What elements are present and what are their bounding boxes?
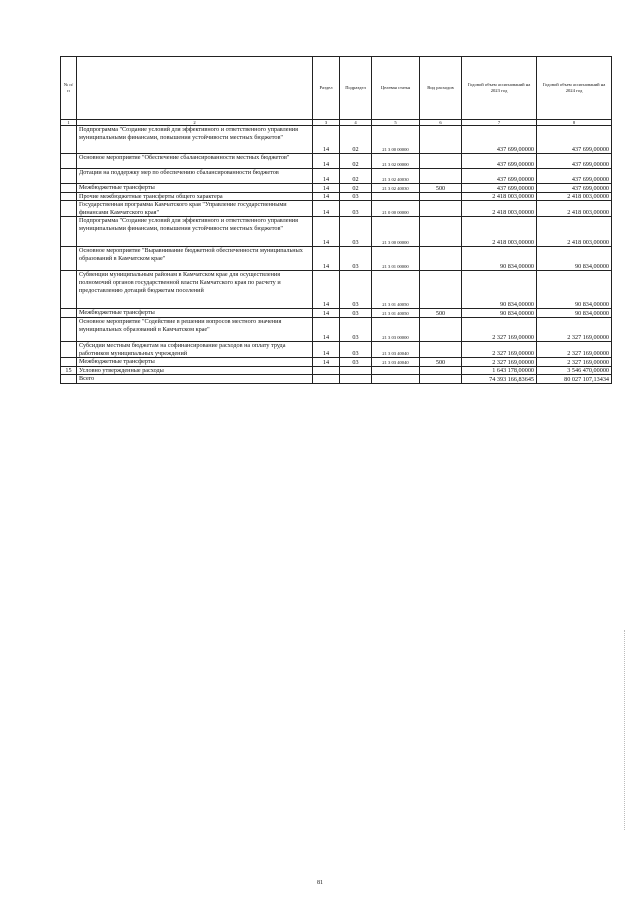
row-statya: 21 3 01 40050 [372, 309, 420, 318]
row-vid [420, 192, 462, 201]
row-vid: 500 [420, 309, 462, 318]
row-vid [420, 154, 462, 169]
row-name: Дотации на поддержку мер по обеспечению сбалансированности бюджетов [77, 169, 313, 184]
row-razdel [313, 375, 340, 384]
row-amount-2024: 90 834,00000 [537, 309, 612, 318]
row-number [61, 184, 77, 193]
row-amount-2023: 2 418 003,00000 [462, 217, 537, 247]
row-name: Всего [77, 375, 313, 384]
table-row [61, 317, 612, 341]
col-number: 5 [372, 120, 420, 126]
row-vid: 500 [420, 358, 462, 367]
row-podrazdel: 03 [340, 247, 372, 271]
row-amount-2023: 1 643 178,00000 [462, 366, 537, 375]
row-podrazdel: 03 [340, 217, 372, 247]
row-amount-2024: 2 327 169,00000 [537, 358, 612, 367]
row-name: Межбюджетные трансферты [77, 358, 313, 367]
row-razdel: 14 [313, 358, 340, 367]
row-podrazdel [340, 366, 372, 375]
col-number: 1 [61, 120, 77, 126]
row-razdel: 14 [313, 154, 340, 169]
row-podrazdel: 02 [340, 169, 372, 184]
row-razdel: 14 [313, 247, 340, 271]
row-number [61, 271, 77, 309]
row-statya: 21 3 03 00000 [372, 317, 420, 341]
row-statya: 21 3 03 40040 [372, 358, 420, 367]
col-number: 6 [420, 120, 462, 126]
row-amount-2023: 437 699,00000 [462, 184, 537, 193]
row-amount-2024: 437 699,00000 [537, 154, 612, 169]
row-amount-2023: 2 418 003,00000 [462, 201, 537, 217]
row-amount-2024: 90 834,00000 [537, 247, 612, 271]
row-podrazdel: 03 [340, 201, 372, 217]
row-amount-2024: 2 327 169,00000 [537, 341, 612, 357]
col-number: 7 [462, 120, 537, 126]
row-podrazdel: 03 [340, 358, 372, 367]
table-row [61, 358, 612, 367]
row-statya: 21 3 03 40040 [372, 341, 420, 357]
row-amount-2023: 437 699,00000 [462, 154, 537, 169]
row-name: Межбюджетные трансферты [77, 184, 313, 193]
row-podrazdel: 03 [340, 341, 372, 357]
row-amount-2023: 2 327 169,00000 [462, 317, 537, 341]
table-row [61, 247, 612, 271]
row-name: Межбюджетные трансферты [77, 309, 313, 318]
row-statya: 21 3 01 40050 [372, 271, 420, 309]
header-vid: Вид расходов [420, 57, 462, 120]
row-number [61, 201, 77, 217]
row-name: Подпрограмма "Создание условий для эффективного и ответственного управления муниципальными финансами, повышения устойчивости местных бюджетов" [77, 217, 313, 247]
row-razdel: 14 [313, 192, 340, 201]
header-razdel: Раздел [313, 57, 340, 120]
table-row [61, 192, 612, 201]
row-podrazdel: 03 [340, 309, 372, 318]
row-razdel: 14 [313, 184, 340, 193]
row-amount-2024: 437 699,00000 [537, 126, 612, 154]
row-statya [372, 192, 420, 201]
row-vid [420, 201, 462, 217]
row-statya [372, 375, 420, 384]
row-name: Основное мероприятие "Содействие в решении вопросов местного значения муниципальных образований в Камчатском крае" [77, 317, 313, 341]
row-name: Основное мероприятие "Обеспечение сбалансированности местных бюджетов" [77, 154, 313, 169]
row-vid [420, 247, 462, 271]
row-number: 15 [61, 366, 77, 375]
col-number: 2 [77, 120, 313, 126]
scan-margin-marks [624, 630, 626, 830]
row-razdel: 14 [313, 201, 340, 217]
table-row [61, 126, 612, 154]
row-number [61, 217, 77, 247]
col-number: 4 [340, 120, 372, 126]
row-name: Государственная программа Камчатского края "Управление государственными финансами Камчатского края" [77, 201, 313, 217]
row-vid [420, 271, 462, 309]
header-statya: Целевая статья [372, 57, 420, 120]
row-amount-2023: 2 327 169,00000 [462, 341, 537, 357]
row-amount-2023: 2 327 169,00000 [462, 358, 537, 367]
row-podrazdel: 02 [340, 154, 372, 169]
row-vid: 500 [420, 184, 462, 193]
row-vid [420, 375, 462, 384]
row-statya [372, 366, 420, 375]
row-vid [420, 341, 462, 357]
row-razdel: 14 [313, 169, 340, 184]
row-statya: 21 3 00 00000 [372, 126, 420, 154]
row-amount-2024: 437 699,00000 [537, 184, 612, 193]
table-row [61, 375, 612, 384]
row-amount-2024: 80 027 107,13434 [537, 375, 612, 384]
row-statya: 21 3 00 00000 [372, 217, 420, 247]
header-num: № п/п [61, 57, 77, 120]
row-number [61, 126, 77, 154]
row-razdel: 14 [313, 126, 340, 154]
table-row [61, 271, 612, 309]
row-razdel: 14 [313, 217, 340, 247]
row-amount-2023: 2 418 003,00000 [462, 192, 537, 201]
col-number: 8 [537, 120, 612, 126]
row-number [61, 358, 77, 367]
row-razdel: 14 [313, 271, 340, 309]
row-amount-2024: 437 699,00000 [537, 169, 612, 184]
table-row [61, 217, 612, 247]
row-vid [420, 126, 462, 154]
table-row [61, 169, 612, 184]
row-name: Прочие межбюджетные трансферты общего характера [77, 192, 313, 201]
row-amount-2023: 90 834,00000 [462, 309, 537, 318]
row-vid [420, 217, 462, 247]
table-row [61, 201, 612, 217]
row-amount-2023: 90 834,00000 [462, 247, 537, 271]
row-podrazdel: 03 [340, 192, 372, 201]
row-name: Основное мероприятие "Выравнивание бюджетной обеспеченности муниципальных образований в Камчатском крае" [77, 247, 313, 271]
row-amount-2023: 437 699,00000 [462, 169, 537, 184]
row-razdel [313, 366, 340, 375]
row-vid [420, 366, 462, 375]
row-amount-2024: 2 327 169,00000 [537, 317, 612, 341]
row-amount-2024: 2 418 003,00000 [537, 201, 612, 217]
row-podrazdel: 03 [340, 271, 372, 309]
table-row [61, 341, 612, 357]
row-statya: 21 3 02 00000 [372, 154, 420, 169]
table-row [61, 184, 612, 193]
row-podrazdel: 02 [340, 126, 372, 154]
budget-table [60, 56, 612, 384]
row-name: Субвенции муниципальным районам в Камчатском крае для осуществления полномочий органов государственной власти Камчатского края по расчету и предоставлению дотаций бюджетам поселений [77, 271, 313, 309]
header-row [61, 57, 612, 120]
row-number [61, 317, 77, 341]
header-podrazdel: Подраздел [340, 57, 372, 120]
row-name: Условно утвержденные расходы [77, 366, 313, 375]
row-amount-2024: 2 418 003,00000 [537, 217, 612, 247]
row-amount-2024: 3 546 470,00000 [537, 366, 612, 375]
row-number [61, 375, 77, 384]
table-row [61, 366, 612, 375]
header-2024: Годовой объем ассигнований на 2024 год [537, 57, 612, 120]
row-amount-2023: 74 393 166,83645 [462, 375, 537, 384]
row-podrazdel: 02 [340, 184, 372, 193]
row-number [61, 192, 77, 201]
row-statya: 21 3 01 00000 [372, 247, 420, 271]
col-number: 3 [313, 120, 340, 126]
row-amount-2023: 90 834,00000 [462, 271, 537, 309]
row-name: Подпрограмма "Создание условий для эффективного и ответственного управления муниципальными финансами, повышения устойчивости местных бюджетов" [77, 126, 313, 154]
row-amount-2024: 90 834,00000 [537, 271, 612, 309]
header-2023: Годовой объем ассигнований на 2023 год [462, 57, 537, 120]
row-number [61, 309, 77, 318]
row-statya: 21 3 02 40030 [372, 184, 420, 193]
row-razdel: 14 [313, 341, 340, 357]
row-number [61, 154, 77, 169]
row-amount-2024: 2 418 003,00000 [537, 192, 612, 201]
table-body [61, 126, 612, 384]
row-razdel: 14 [313, 309, 340, 318]
row-podrazdel [340, 375, 372, 384]
row-vid [420, 317, 462, 341]
row-number [61, 341, 77, 357]
row-vid [420, 169, 462, 184]
row-podrazdel: 03 [340, 317, 372, 341]
row-statya: 21 0 00 00000 [372, 201, 420, 217]
row-statya: 21 3 02 40030 [372, 169, 420, 184]
table-row [61, 309, 612, 318]
row-number [61, 169, 77, 184]
page-number: 81 [317, 880, 323, 886]
row-name: Субсидии местным бюджетам на софинансирование расходов на оплату труда работников муниципальных учреждений [77, 341, 313, 357]
header-name [77, 57, 313, 120]
row-number [61, 247, 77, 271]
table-row [61, 154, 612, 169]
row-razdel: 14 [313, 317, 340, 341]
row-amount-2023: 437 699,00000 [462, 126, 537, 154]
